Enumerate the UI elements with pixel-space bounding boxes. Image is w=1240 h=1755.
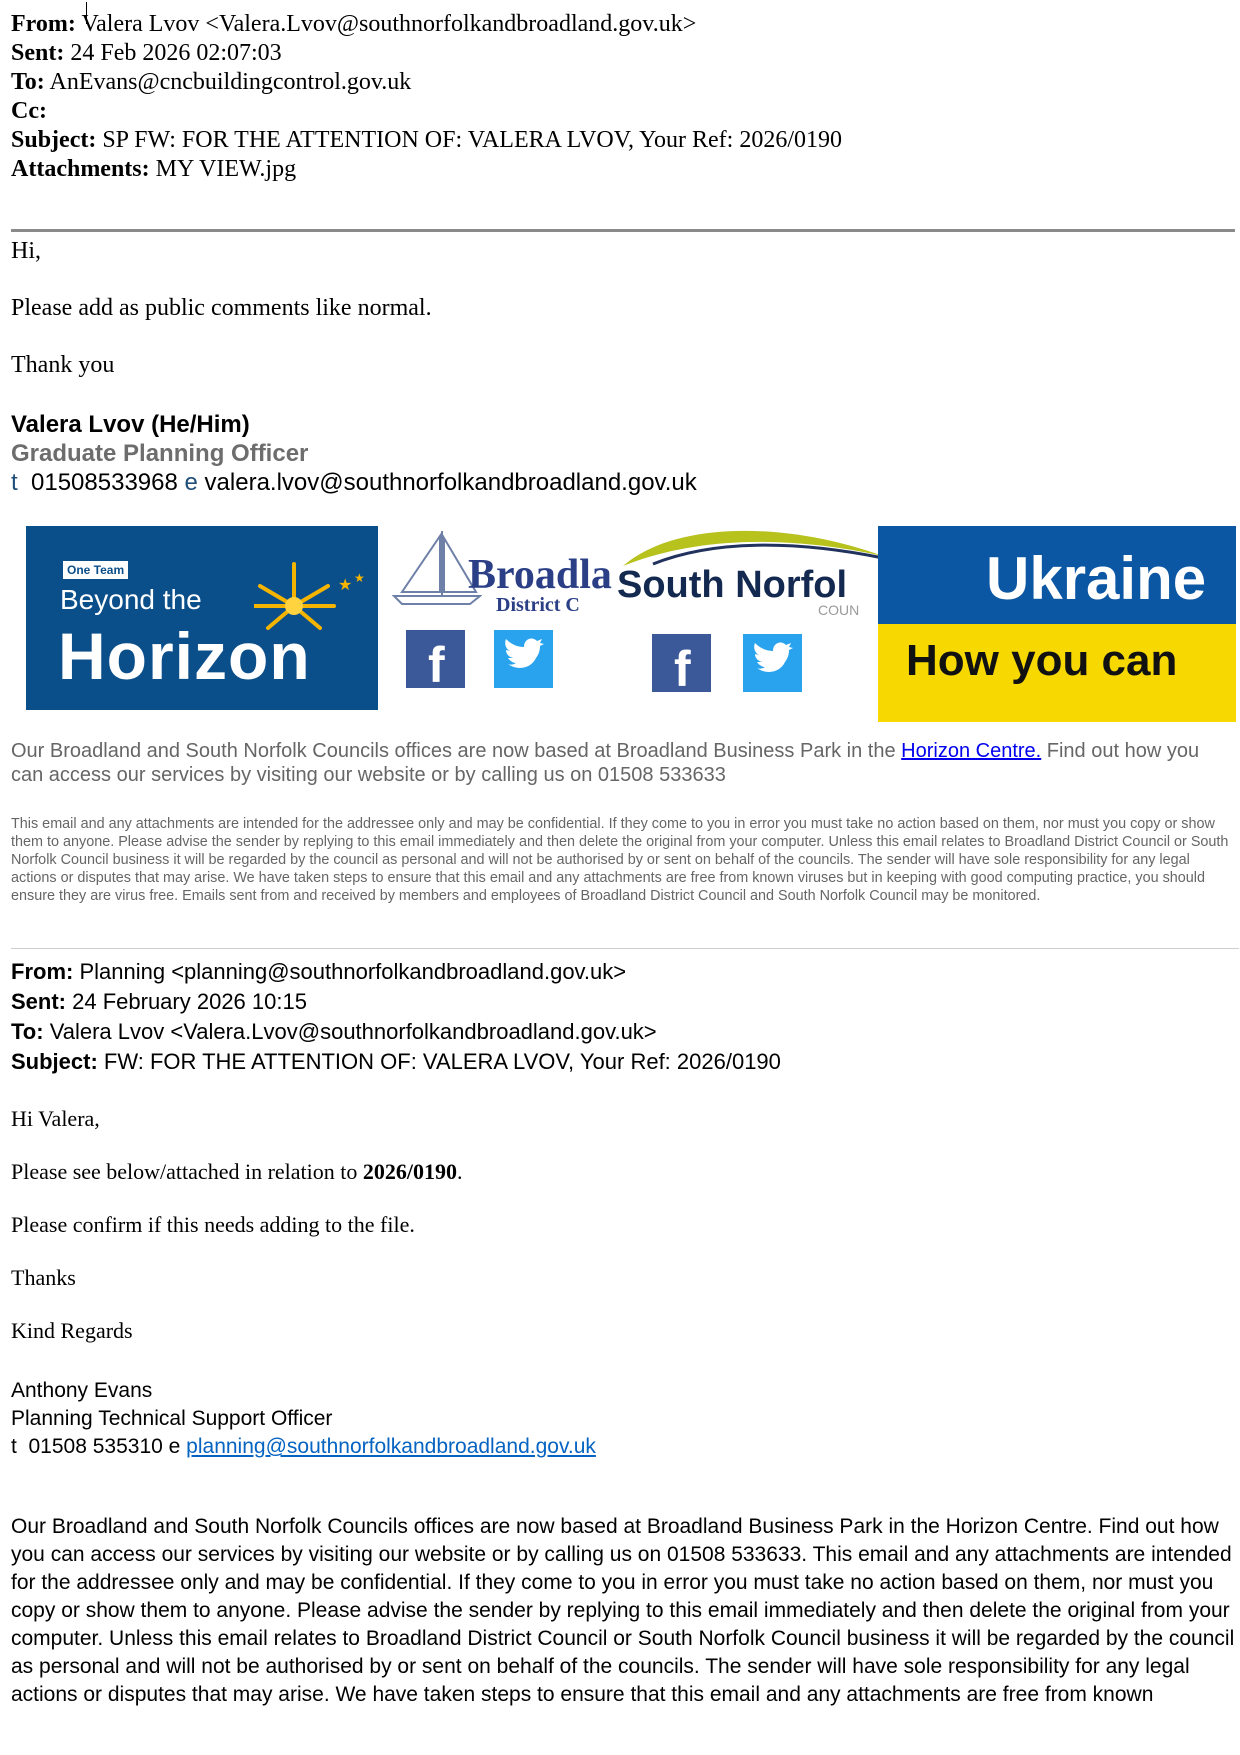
south-norfolk-logo[interactable]	[613, 526, 889, 710]
facebook-icon[interactable]	[406, 630, 465, 688]
ukraine-banner[interactable]	[878, 526, 1236, 722]
from-line	[11, 957, 781, 987]
sent-value: 24 Feb 2026 02:07:03	[70, 40, 282, 66]
svg-text:★: ★	[338, 575, 353, 594]
attachment-file[interactable]: MY VIEW.jpg	[155, 156, 297, 182]
horizon-line1: Beyond the	[60, 584, 202, 615]
sent-line	[11, 987, 781, 1017]
phone-number: 01508533968	[31, 469, 178, 496]
greeting: Hi Valera,	[11, 1106, 100, 1131]
signature-contact	[11, 468, 697, 497]
subject-line	[11, 126, 1221, 155]
sunburst-icon	[254, 556, 374, 646]
signature-name: Anthony Evans	[11, 1379, 153, 1402]
subject-value: FW: FOR THE ATTENTION OF: VALERA LVOV, Your Ref: 2026/0190	[103, 1049, 781, 1074]
sent-label: Sent:	[11, 989, 66, 1014]
broadland-logo-line1: Broadla	[468, 552, 612, 598]
from-value: Valera Lvov <Valera.Lvov@southnorfolkandbroadland.gov.uk>	[81, 11, 697, 37]
ukraine-banner-title: Ukraine	[986, 545, 1207, 612]
to-line	[11, 68, 1221, 97]
subject-value: SP FW: FOR THE ATTENTION OF: VALERA LVOV, Your Ref: 2026/0190	[102, 127, 842, 153]
cc-label: Cc:	[11, 98, 47, 124]
office-note	[11, 739, 1226, 787]
signature-email: valera.lvov@southnorfolkandbroadland.gov.uk	[204, 469, 697, 496]
office-note-text-end: Find out how you can access our services by visiting our website or by calling us on 01508 533633	[11, 740, 1200, 786]
attachments-label: Attachments:	[11, 156, 150, 182]
body-line	[11, 1159, 463, 1185]
regards: Kind Regards	[11, 1318, 133, 1343]
broadland-logo-line2: District C	[496, 594, 580, 616]
twitter-icon[interactable]	[494, 630, 553, 688]
closing: Thank you	[11, 352, 115, 378]
from-label: From:	[11, 11, 76, 37]
from-label: From:	[11, 959, 74, 984]
to-label: To:	[11, 1019, 44, 1044]
subject-label: Subject:	[11, 127, 97, 153]
attachments-line	[11, 155, 1221, 184]
broadland-logo[interactable]	[390, 526, 622, 710]
signature	[11, 410, 697, 497]
to-value: AnEvans@cncbuildingcontrol.gov.uk	[49, 69, 412, 95]
horizon-centre-link[interactable]: Horizon Centre.	[901, 740, 1042, 762]
body-line: Please add as public comments like normal.	[11, 295, 432, 321]
svg-text:★: ★	[354, 571, 365, 585]
disclaimer: This email and any attachments are intended for the addressee only and may be confidential. If they come to you in error you must take no action based on them, nor must you copy or show them to anyone. Please advise the sender by replying to this email immediately and then delete the original from your computer. Unless this email relates to Broadland District Council or South Norfolk Council business it will be regarded by the council as personal and will not be authorised by or sent on behalf of the councils. The sender will have sole responsibility for any legal actions or disputes that may arise. We have taken steps to ensure that this email and any attachments are free from known viruses but in keeping with good computing practice, you should ensure they are virus free. Emails sent from and received by members and employees of Broadland District Council and South Norfolk Council may be monitored.	[11, 816, 1229, 904]
subject-line	[11, 1047, 781, 1077]
sent-label: Sent:	[11, 40, 65, 66]
signature-contact	[11, 1433, 596, 1461]
signature-title: Graduate Planning Officer	[11, 440, 309, 467]
subject-label: Subject:	[11, 1049, 98, 1074]
email-key: e	[184, 469, 198, 496]
message-divider	[11, 948, 1239, 949]
to-label: To:	[11, 69, 45, 95]
email-header	[11, 10, 1221, 184]
horizon-line2: Horizon	[58, 619, 311, 693]
south-norfolk-logo-line2: COUN	[818, 602, 860, 618]
ukraine-banner-subtitle: How you can	[906, 636, 1178, 685]
body-line-2: Please confirm if this needs adding to the file.	[11, 1212, 415, 1237]
to-line	[11, 1017, 781, 1047]
cc-line	[11, 97, 1221, 126]
sent-value: 24 February 2026 10:15	[72, 989, 307, 1014]
forwarded-signature	[11, 1377, 596, 1461]
reference-number: 2026/0190	[362, 1159, 457, 1184]
thanks: Thanks	[11, 1265, 76, 1290]
signature-phone: t 01508 535310 e	[11, 1435, 187, 1458]
one-team-badge: One Team	[63, 561, 128, 579]
office-note-text: Our Broadland and South Norfolk Councils offices are now based at Broadland Business Park in the	[11, 740, 902, 762]
body-line-text: Please see below/attached in relation to	[11, 1159, 363, 1184]
phone-key: t	[11, 469, 18, 496]
signature-banner	[26, 526, 1236, 722]
from-value: Planning <planning@southnorfolkandbroadland.gov.uk>	[79, 959, 627, 984]
from-line	[11, 10, 1221, 39]
svg-text:f: f	[428, 637, 445, 688]
body-line-end: .	[457, 1159, 463, 1184]
signature-title: Planning Technical Support Officer	[11, 1407, 333, 1430]
twitter-icon[interactable]	[743, 634, 802, 692]
forwarded-disclaimer: Our Broadland and South Norfolk Councils offices are now based at Broadland Business Park in the Horizon Centre. Find out how you can access our services by visiting our website or by calling us on 01508 533633. This email and any attachments are intended for the addressee only and may be confidential. If they come to you in error you must take no action based on them, nor must you copy or show them to anyone. Please advise the sender by replying to this email immediately and then delete the original from your computer. Unless this email relates to Broadland District Council or South Norfolk Council business it will be regarded by the council as personal and will not be authorised by or sent on behalf of the councils. The sender will have sole responsibility for any legal actions or disputes that may arise. We have taken steps to ensure that this email and any attachments are free from known	[11, 1515, 1235, 1706]
beyond-the-horizon-banner[interactable]	[26, 526, 378, 710]
sent-line	[11, 39, 1221, 68]
south-norfolk-logo-line1: South Norfol	[617, 564, 848, 606]
planning-email-link[interactable]: planning@southnorfolkandbroadland.gov.uk	[186, 1435, 596, 1458]
header-divider	[11, 229, 1235, 232]
svg-text:f: f	[674, 641, 691, 692]
signature-name: Valera Lvov (He/Him)	[11, 411, 250, 438]
to-value: Valera Lvov <Valera.Lvov@southnorfolkandbroadland.gov.uk>	[49, 1019, 657, 1044]
forwarded-email-header	[11, 957, 781, 1077]
greeting: Hi,	[11, 238, 41, 264]
facebook-icon[interactable]	[652, 634, 711, 692]
